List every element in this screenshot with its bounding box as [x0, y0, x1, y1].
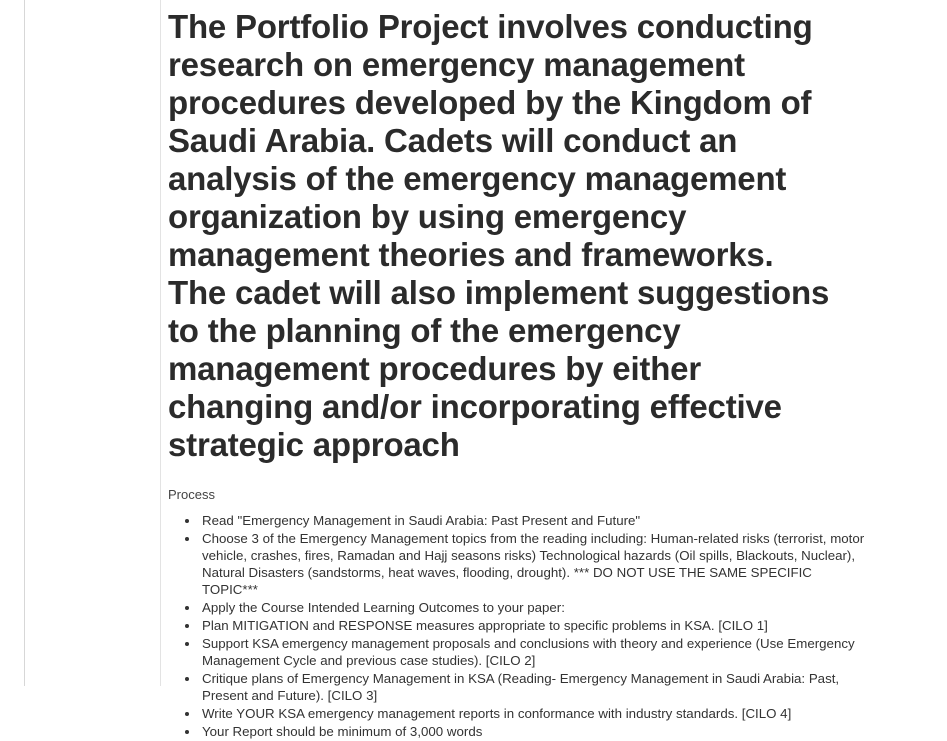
- process-list: [168, 512, 868, 740]
- page-gutter-rule-outer: [24, 0, 25, 686]
- list-item: • Apply the Course Intended Learning Outcomes to your paper:: [200, 599, 868, 616]
- page-title: The Portfolio Project involves conducting research on emergency management procedures developed by the Kingdom of Saudi Arabia. Cadets will conduct an analysis of the emergency management organization by using emergency management theories and frameworks. The cadet will also implement suggestions to the planning of the emergency management procedures by either changing and/or incorporating effective strategic approach: [168, 8, 830, 463]
- list-item: • Support KSA emergency management proposals and conclusions with theory and experience (Use Emergency Management Cycle and previous case studies). [CILO 2]: [200, 635, 868, 669]
- list-item: • Critique plans of Emergency Management in KSA (Reading- Emergency Management in Saudi Arabia: Past, Present and Future). [CILO 3]: [200, 670, 868, 704]
- list-item: • Your Report should be minimum of 3,000 words: [200, 723, 868, 740]
- process-section-label: Process: [168, 487, 215, 502]
- list-item: • Plan MITIGATION and RESPONSE measures appropriate to specific problems in KSA. [CILO 1]: [200, 617, 868, 634]
- list-item: • Choose 3 of the Emergency Management topics from the reading including: Human-related risks (terrorist, motor vehicle, crashes, fires, Ramadan and Hajj seasons risks) Technological hazards (Oil spills, Blackouts, Nuclear), Natural Disasters (sandstorms, heat waves, flooding, drought). *** DO NOT USE THE SAME SPECIFIC TOPIC***: [200, 530, 868, 598]
- list-item: • Write YOUR KSA emergency management reports in conformance with industry standards. [CILO 4]: [200, 705, 868, 722]
- list-item: • Read "Emergency Management in Saudi Arabia: Past Present and Future": [200, 512, 868, 529]
- page-gutter-rule-inner: [160, 0, 161, 686]
- document-content: [168, 0, 868, 741]
